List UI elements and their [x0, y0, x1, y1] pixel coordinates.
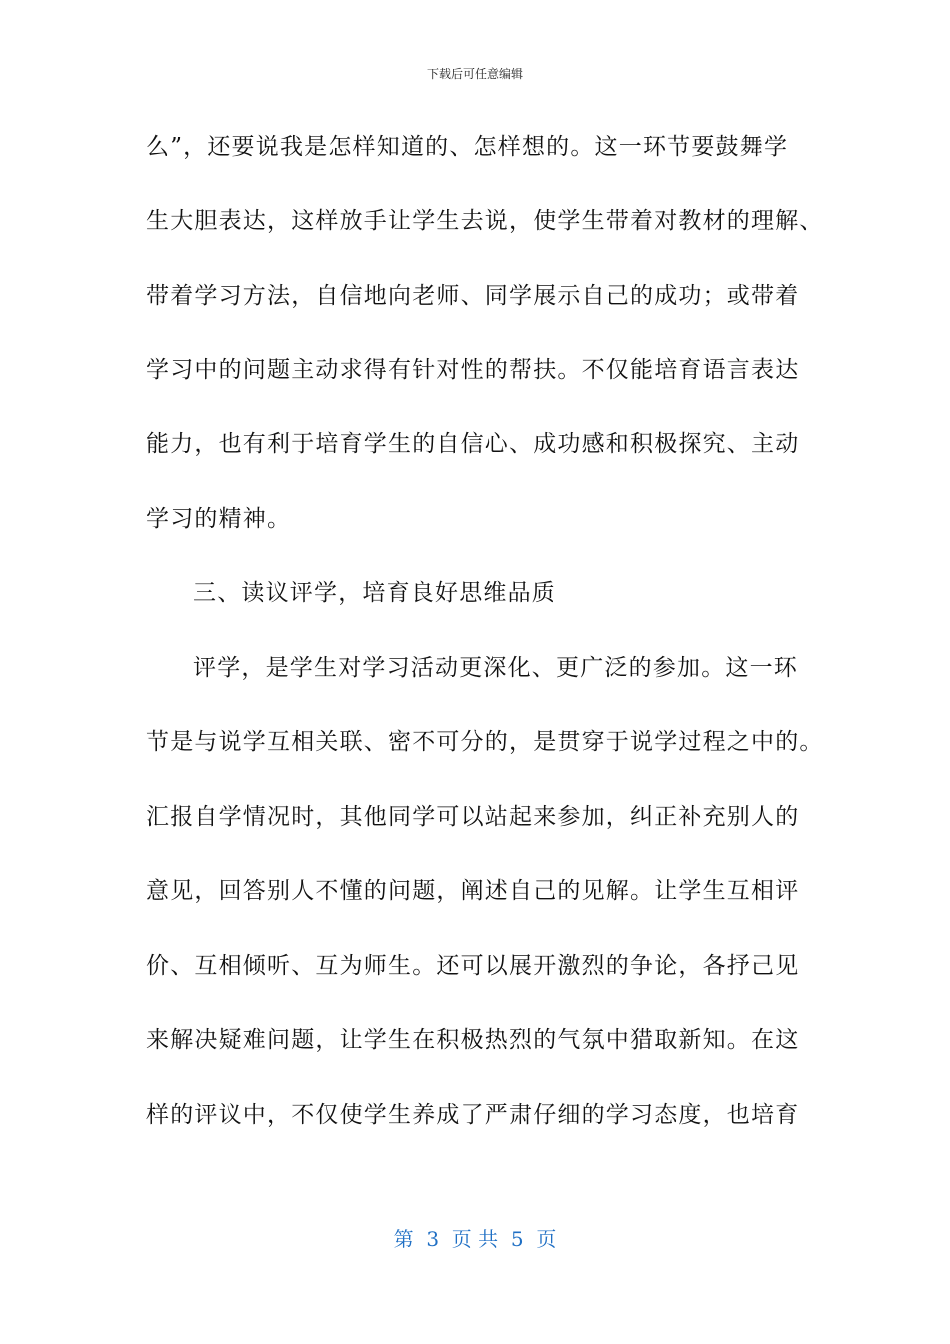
paragraph-line: 意见，回答别人不懂的问题，阐述自己的见解。让学生互相评 [146, 878, 800, 904]
paragraph-line: 学习的精神。 [146, 506, 292, 532]
paragraph-line: 带着学习方法，自信地向老师、同学展示自己的成功；或带着 [146, 283, 800, 309]
paragraph-line: 价、互相倾听、互为师生。还可以展开激烈的争论，各抒己见 [146, 953, 800, 979]
paragraph-line: 生大胆表达，这样放手让学生去说，使学生带着对教材的理解、 [146, 208, 824, 234]
paragraph-line: 汇报自学情况时，其他同学可以站起来参加，纠正补充别人的 [146, 804, 800, 830]
paragraph-line: 样的评议中，不仅使学生养成了严肃仔细的学习态度，也培育 [146, 1102, 800, 1128]
paragraph-line: 节是与说学互相关联、密不可分的，是贯穿于说学过程之中的。 [146, 729, 824, 755]
page-number-footer: 第 3 页 共 5 页 [393, 1227, 557, 1251]
paragraph-line: 来解决疑难问题，让学生在积极热烈的气氛中猎取新知。在这 [146, 1027, 800, 1053]
section-heading: 三、读议评学，培育良好思维品质 [193, 580, 556, 606]
paragraph-line: 评学，是学生对学习活动更深化、更广泛的参加。这一环 [193, 655, 798, 681]
paragraph-line: 能力，也有利于培育学生的自信心、成功感和积极探究、主动 [146, 431, 800, 457]
paragraph-line: 么”，还要说我是怎样知道的、怎样想的。这一环节要鼓舞学 [146, 134, 789, 160]
page-header: 下载后可任意编辑 [426, 67, 523, 81]
paragraph-line: 学习中的问题主动求得有针对性的帮扶。不仅能培育语言表达 [146, 357, 800, 383]
